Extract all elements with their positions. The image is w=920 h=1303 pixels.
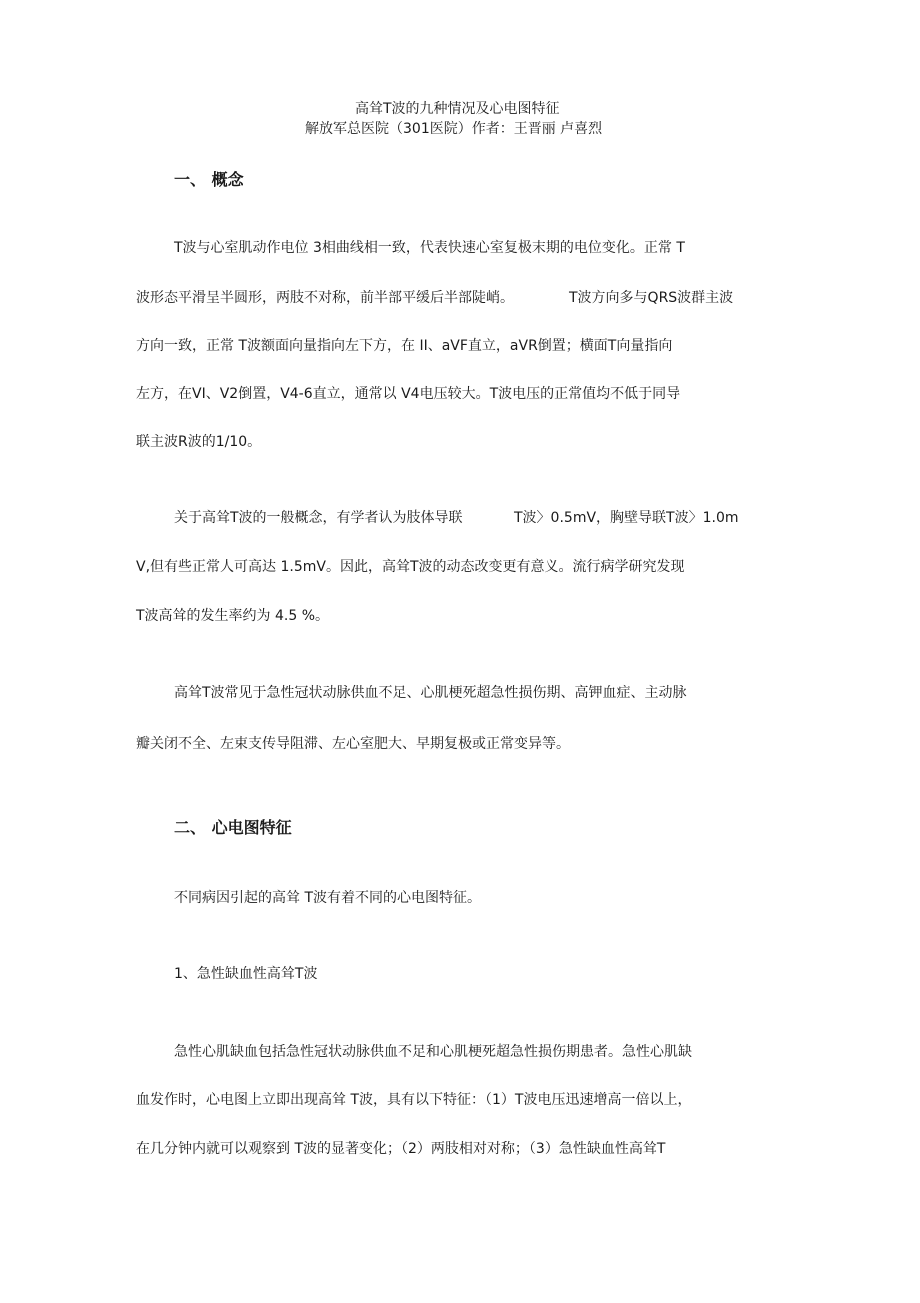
paragraph-line: 在几分钟内就可以观察到 T波的显著变化；（2）两肢相对对称；（3）急性缺血性高耸T xyxy=(136,1141,666,1157)
section1-heading: 一、 概念 xyxy=(174,170,244,189)
paragraph-line: 瓣关闭不全、左束支传导阻滞、左心室肥大、早期复极或正常变异等。 xyxy=(136,736,570,752)
paragraph-line: 波形态平滑呈半圆形，两肢不对称，前半部平缓后半部陡峭。 xyxy=(136,290,514,306)
paragraph-line: T波〉0.5mV，胸壁导联T波〉1.0m xyxy=(514,510,739,526)
paragraph-line: 方向一致，正常 T波额面向量指向左下方，在 II、aVF直立，aVR倒置；横面T向量指向 xyxy=(136,338,673,354)
paragraph-line: 急性心肌缺血包括急性冠状动脉供血不足和心肌梗死超急性损伤期患者。急性心肌缺 xyxy=(174,1044,692,1060)
paragraph-line: 联主波R波的1/10。 xyxy=(136,434,262,450)
paragraph-line: 高耸T波常见于急性冠状动脉供血不足、心肌梗死超急性损伤期、高钾血症、主动脉 xyxy=(174,685,687,701)
paragraph-line: T波高耸的发生率约为 4.5 %。 xyxy=(136,608,330,624)
paragraph-line: 血发作时，心电图上立即出现高耸 T波，具有以下特征：（1）T波电压迅速增高一倍以上， xyxy=(136,1092,692,1108)
section2-heading: 二、 心电图特征 xyxy=(174,818,292,837)
paragraph-line: 关于高耸T波的一般概念，有学者认为肢体导联 xyxy=(174,510,463,526)
subsection-heading: 1、急性缺血性高耸T波 xyxy=(174,966,318,982)
document-title: 高耸T波的九种情况及心电图特征 xyxy=(355,101,560,117)
section2-intro: 不同病因引起的高耸 T波有着不同的心电图特征。 xyxy=(174,890,482,906)
paragraph-line: T波与心室肌动作电位 3相曲线相一致，代表快速心室复极末期的电位变化。正常 T xyxy=(174,240,685,256)
paragraph-line: V,但有些正常人可高达 1.5mV。因此，高耸T波的动态改变更有意义。流行病学研究发现 xyxy=(136,559,685,575)
paragraph-line: 左方，在VI、V2倒置，V4-6直立，通常以 V4电压较大。T波电压的正常值均不低于同导 xyxy=(136,386,681,402)
document-subtitle: 解放军总医院（301医院）作者：王晋丽 卢喜烈 xyxy=(305,121,603,137)
paragraph-line: T波方向多与QRS波群主波 xyxy=(569,290,734,306)
